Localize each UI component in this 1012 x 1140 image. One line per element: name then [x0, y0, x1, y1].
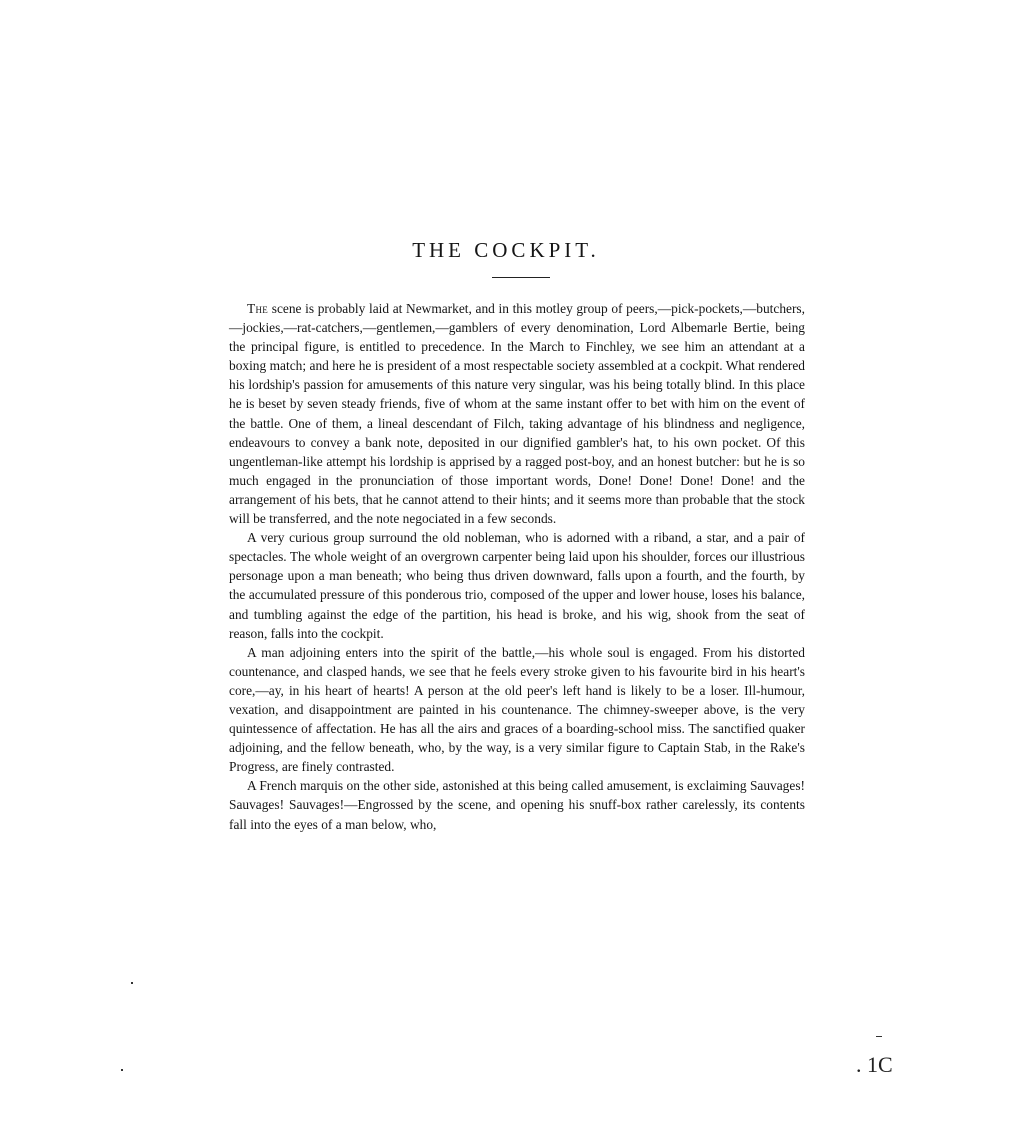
paragraph-1 [229, 299, 805, 528]
paragraph-4 [229, 776, 805, 833]
page-title: THE COCKPIT. [412, 238, 600, 262]
scan-speck [121, 1069, 123, 1071]
body-text [229, 299, 805, 834]
paragraph-3 [229, 643, 805, 777]
paragraph-1-text: scene is probably laid at Newmarket, and in this motley group of peers,—pick-pockets,—butchers,—jockies,—rat-catchers,—gentlemen,—gamblers of every denomination, Lord Albemarle Bertie, being the principal figure, is entitled to precedence. In the March to Finchley, we see him an attendant at a boxing match; and here he is president of a most respectable society assembled at a cockpit. What rendered his lordship's passion for amusements of this nature very singular, was his being totally blind. In this place he is beset by seven steady friends, five of whom at the same instant offer to bet with him on the event of the battle. One of them, a lineal descendant of Filch, taking advantage of his blindness and negligence, endeavours to convey a bank note, deposited in our dignified gambler's hat, to his own pocket. Of this ungentleman-like attempt his lordship is apprised by a ragged post-boy, and an honest butcher: but he is so much engaged in the pronunciation of those important words, Done! Done! Done! Done! and the arrangement of his bets, that he cannot attend to their hints; and it seems more than probable that the stock will be transferred, and the note negociated in a few seconds. [229, 301, 805, 527]
paragraph-2-text: A very curious group surround the old nobleman, who is adorned with a riband, a star, and a pair of spectacles. The whole weight of an overgrown carpenter being laid upon his shoulder, forces our illustrious personage upon a man beneath; who being thus driven downward, falls upon a fourth, and the fourth, by the accumulated pressure of this ponderous trio, composed of the upper and lower house, loses his balance, and tumbling against the edge of the partition, his head is broke, and his wig, shook from the seat of reason, falls into the cockpit. [229, 530, 805, 641]
paragraph-2 [229, 528, 805, 643]
scan-speck [876, 1036, 882, 1037]
paragraph-3-text: A man adjoining enters into the spirit of the battle,—his whole soul is engaged. From his distorted countenance, and clasped hands, we see that he feels every stroke given to his favourite bird in his heart's core,—ay, in his heart of hearts! A person at the old peer's left hand is likely to be a loser. Ill-humour, vexation, and disappointment are painted in his countenance. The chimney-sweeper above, is the very quintessence of affectation. He has all the airs and graces of a boarding-school miss. The sanctified quaker adjoining, and the fellow beneath, who, by the way, is a very similar figure to Captain Stab, in the Rake's Progress, are finely contrasted. [229, 644, 805, 775]
title-rule [492, 277, 550, 278]
paragraph-1-lead: The [247, 301, 269, 316]
scan-speck [131, 982, 133, 984]
page-folio: . 1C [856, 1052, 893, 1077]
paragraph-4-text: A French marquis on the other side, astonished at this being called amusement, is exclaiming Sauvages! Sauvages! Sauvages!—Engrossed by the scene, and opening his snuff-box rather carelessly, its contents fall into the eyes of a man below, who, [229, 778, 805, 832]
